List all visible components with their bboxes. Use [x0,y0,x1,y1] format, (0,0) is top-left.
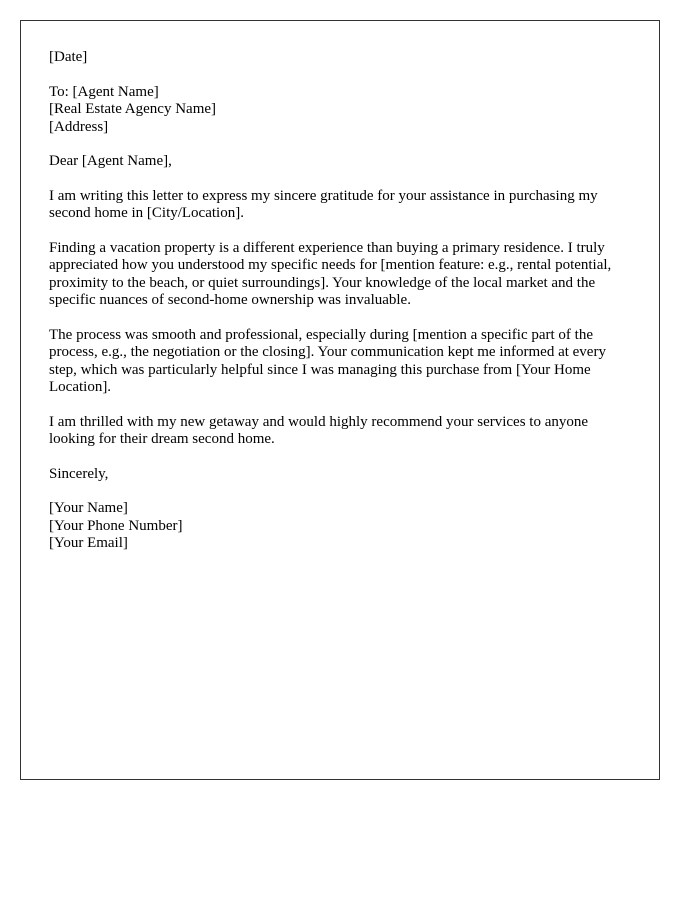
signature-name: [Your Name] [49,500,128,516]
closing: Sincerely, [49,465,109,482]
salutation: Dear [Agent Name], [49,153,172,169]
recipient-to: To: [Agent Name] [49,83,159,100]
paragraph-vacation-property: Finding a vacation property is a different experience than buying a primary residence. I truly appreciated how you understood my specific needs for [mention feature: e.g., rental potential, proximity to the beach, or quiet surroundings]. Your knowledge of the local market and the specific nuances of second-home ownership was invaluable. [49,239,612,308]
signature-block [49,500,635,553]
paragraph-recommendation: I am thrilled with my new getaway and would highly recommend your services to anyone looking for their dream second home. [49,413,589,447]
recipient-agency: [Real Estate Agency Name] [49,101,217,117]
paragraph-process: The process was smooth and professional, especially during [mention a specific part of the process, e.g., the negotiation or the closing]. Your communication kept me informed at every step, which was particularly helpful since I was managing this purchase from [Your Home Location]. [49,326,606,395]
letter-page [20,20,660,780]
recipient-block [49,84,635,137]
signature-email: [Your Email] [49,535,128,551]
letter-body [49,49,635,570]
recipient-address: [Address] [49,118,109,135]
signature-phone: [Your Phone Number] [49,517,183,534]
paragraph-gratitude: I am writing this letter to express my sincere gratitude for your assistance in purchasing my second home in [City/Location]. [49,187,598,221]
letter-date: [Date] [49,49,88,65]
